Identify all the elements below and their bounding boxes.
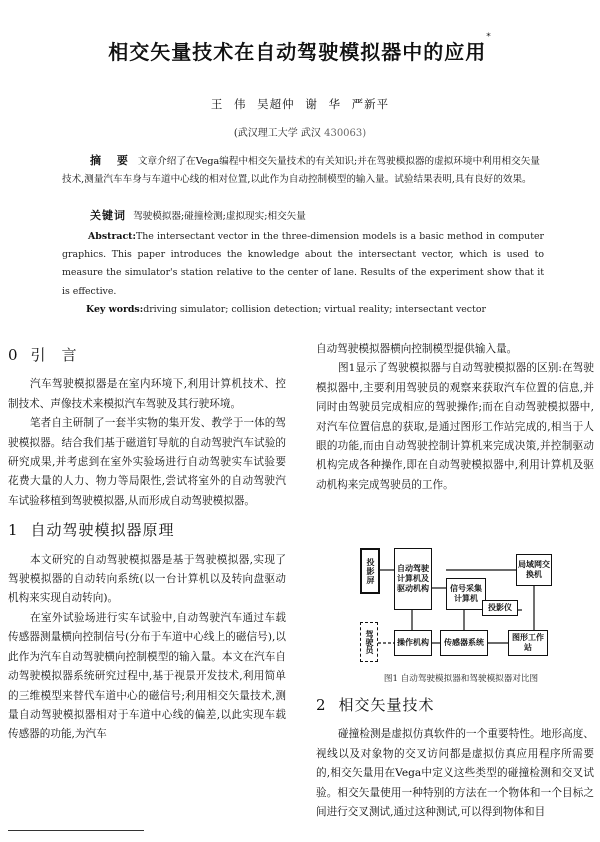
box-projection-screen-label: 投影屏 [366,557,375,585]
section-1-title: 自动驾驶模拟器原理 [30,521,175,540]
section-2-paragraph-1: 碰撞检测是虚拟仿真软件的一个重要特性。地形高度、视线以及对象物的交叉访问都是虚拟仿真应用程序所需要的,相交矢量用在Vega中定义这些类型的碰撞检测和交叉试验。相交矢量使用一种特别的方法在一个物体和一个目标之间进行交叉测试,通过这种测试,可以得到物体和目 [316,728,594,819]
box-operation-label: 操作机构 [397,638,429,647]
box-sensor [440,630,488,656]
section-2-title: 相交矢量技术 [338,696,435,714]
box-sensor-label: 传感器系统 [444,638,484,647]
abstract-english [62,228,544,301]
figure-1-caption: 图1 自动驾驶模拟器和驾驶模拟器对比图 [383,674,539,684]
section-1-paragraph-3: 自动驾驶模拟器横向控制模型提供输入量。 [316,343,518,355]
box-projection-screen [360,548,380,594]
keywords-english [86,301,546,319]
abstract-en-text: The intersectant vector in the three-dimension models is a basic method in computer graphics. This paper introduces the knowledge about the intersectant vector, which is used to measure the simulator's station relative to the center of lane. Results of the experiment show that it is effective. [62,231,544,297]
left-column [8,340,286,745]
box-driver-label: 驾驶员 [365,630,374,654]
box-lan-switch [516,554,552,586]
section-1-paragraph-1: 本文研究的自动驾驶模拟器是基于驾驶模拟器,实现了驾驶模拟器的自动转向系统(以一台计算机以及转向盘驱动机构来实现自动转向)。 [8,553,286,605]
footnote-rule [8,830,144,831]
abstract-en-label: Abstract: [88,231,136,242]
box-projector-label: 投影仪 [488,603,512,612]
section-0-paragraph-1: 汽车驾驶模拟器是在室内环境下,利用计算机技术、控制技术、声像技术来模拟汽车驾驶及其行驶环境。 [8,378,286,410]
section-1-heading [8,521,286,540]
abstract-text: 文章介绍了在Vega编程中相交矢量技术的有关知识;并在驾驶模拟器的虚拟环境中利用相交矢量技术,测量汽车车身与车道中心线的相对位置,以此作为自动控制模型的输入量。试验结果表明,具有良好的效果。 [62,156,540,185]
box-operation [394,630,432,656]
section-0-title: 引言 [30,346,93,364]
keywords-en-text: driving simulator; collision detection; virtual reality; intersectant vector [143,304,486,315]
right-column [316,340,594,495]
box-driver [360,622,378,662]
box-projector [482,600,518,616]
box-workstation-label: 图形工作站 [512,633,544,652]
keywords-label: 关键词 [90,209,126,222]
keywords-chinese [90,207,540,226]
affiliation-text: (武汉理工大学 武汉 [233,128,321,139]
box-lan-switch-label: 局域网交换机 [518,560,550,579]
box-signal-computer [446,578,486,610]
section-0-paragraph-2: 笔者自主研制了一套半实物的集开发、教学于一体的驾驶模拟器。结合我们基于磁道钉导航的自动驾驶汽车试验的研究成果,并考虑到在室外实验场进行自动驾驶实车试验要花费大量的人力、物力等局限性,尝试将室外的自动驾驶汽车试验移植到驾驶模拟器,从而形成自动驾驶模拟器。 [8,417,286,507]
box-signal-computer-label: 信号采集计算机 [450,584,482,603]
section-1-paragraph-2: 在室外试验场进行实车试验中,自动驾驶汽车通过车载传感器测量横向控制信号(分布于车道中心线上的磁信号),以此作为汽车自动驾驶横向控制模型的输入量。本文在汽车自动驾驶模拟器系统研究过程中,基于视景开发技术,利用简单的三维模型来替代车道中心的磁信号;利用相交矢量技术,测量自动驾驶模拟器相对于车道中心线的偏差,以此实现车载传感器的功能,为汽车 [8,611,286,741]
keywords-text: 驾驶模拟器;碰撞检测;虚拟现实;相交矢量 [133,211,306,222]
title-footnote-mark: * [486,32,492,42]
section-0-number: 0 [8,346,19,364]
postcode: 430063) [324,128,367,139]
section-2-heading [316,696,594,715]
right-column-lower [316,692,594,822]
section-1-number: 1 [8,521,19,540]
keywords-en-label: Key words: [86,304,144,315]
box-auto-control [394,548,432,610]
section-2-number: 2 [316,696,327,714]
paper-title [0,32,600,65]
affiliation [0,124,600,139]
abstract-label: 摘 要 [90,154,134,167]
abstract-chinese [62,152,540,189]
box-auto-control-label: 自动驾驶计算机及驱动机构 [397,564,429,593]
authors: 王 伟 吴超仲 谢 华 严新平 [210,97,390,111]
section-1-paragraph-4: 图1显示了驾驶模拟器与自动驾驶模拟器的区别:在驾驶模拟器中,主要利用驾驶员的观察来获取汽车位置的信息,并同时由驾驶员完成相应的驾驶操作;而在自动驾驶模拟器中,对汽车位置信息的获取,是通过图形工作站完成的,相当于人眼的功能,而由自动驾驶控制计算机来完成决策,并控制驱动机构完成各种操作,即在自动驾驶模拟器中,利用计算机及驱动机构来完成驾驶员的工作。 [316,362,594,491]
box-workstation [508,630,548,656]
title-text: 相交矢量技术在自动驾驶模拟器中的应用 [108,40,487,64]
section-0-heading [8,346,286,365]
figure-1-diagram [356,548,572,666]
